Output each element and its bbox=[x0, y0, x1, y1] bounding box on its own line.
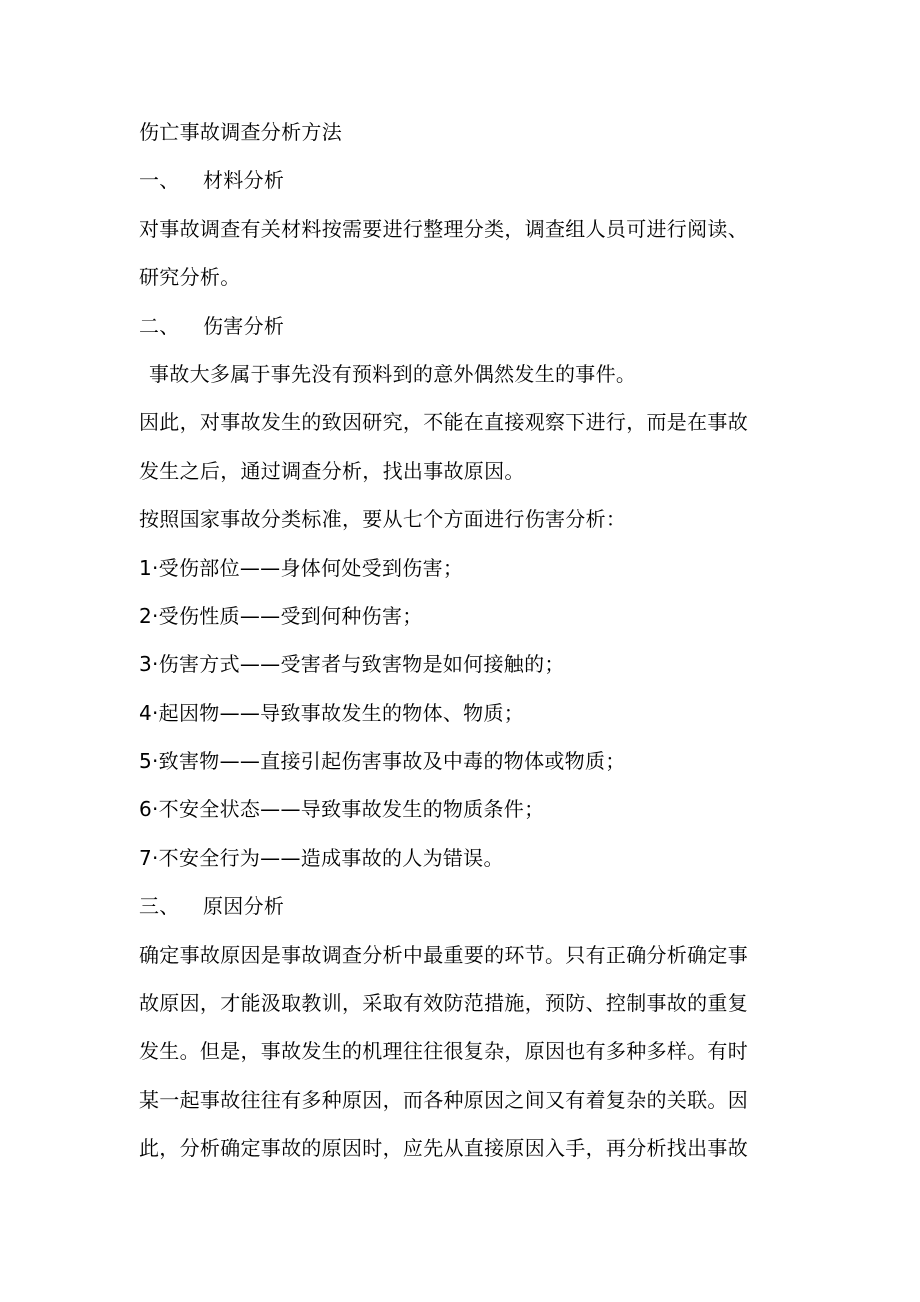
paragraph-line: 发生。但是，事故发生的机理往往很复杂，原因也有多种多样。有时 bbox=[139, 1039, 748, 1064]
paragraph-line: 事故大多属于事先没有预料到的意外偶然发生的事件。 bbox=[149, 361, 637, 386]
list-item: 2·受伤性质——受到何种伤害； bbox=[139, 603, 423, 628]
document-body bbox=[139, 108, 799, 1173]
paragraph-line: 研究分析。 bbox=[139, 265, 241, 290]
list-item: 1·受伤部位——身体何处受到伤害； bbox=[139, 555, 464, 580]
section-title: 原因分析 bbox=[203, 894, 285, 919]
paragraph-line: 故原因，才能汲取教训，采取有效防范措施，预防、控制事故的重复 bbox=[139, 991, 748, 1016]
section-heading-2 bbox=[139, 302, 799, 350]
document-title: 伤亡事故调查分析方法 bbox=[139, 120, 342, 144]
section-number: 一、 bbox=[139, 168, 180, 193]
list-item: 7·不安全行为——造成事故的人为错误。 bbox=[139, 845, 504, 870]
paragraph-line: 发生之后，通过调查分析，找出事故原因。 bbox=[139, 458, 525, 483]
paragraph-line: 因此，对事故发生的致因研究，不能在直接观察下进行，而是在事故 bbox=[139, 410, 748, 435]
list-item: 3·伤害方式——受害者与致害物是如何接触的； bbox=[139, 652, 565, 677]
section-title: 材料分析 bbox=[203, 168, 285, 193]
section-number: 二、 bbox=[139, 313, 180, 338]
paragraph-line: 此，分析确定事故的原因时，应先从直接原因入手，再分析找出事故 bbox=[139, 1136, 748, 1161]
section-title: 伤害分析 bbox=[203, 313, 285, 338]
paragraph-line: 确定事故原因是事故调查分析中最重要的环节。只有正确分析确定事 bbox=[139, 942, 748, 967]
section-heading-3 bbox=[139, 882, 799, 930]
section-number: 三、 bbox=[139, 894, 180, 919]
list-item: 6·不安全状态——导致事故发生的物质条件； bbox=[139, 797, 545, 822]
section-heading-1 bbox=[139, 156, 799, 204]
paragraph-line: 按照国家事故分类标准，要从七个方面进行伤害分析： bbox=[139, 507, 627, 532]
list-item: 4·起因物——导致事故发生的物体、物质； bbox=[139, 700, 525, 725]
list-item: 5·致害物——直接引起伤害事故及中毒的物体或物质； bbox=[139, 749, 626, 774]
paragraph-line: 某一起事故往往有多种原因，而各种原因之间又有着复杂的关联。因 bbox=[139, 1087, 748, 1112]
paragraph-line: 对事故调查有关材料按需要进行整理分类，调查组人员可进行阅读、 bbox=[139, 216, 748, 241]
